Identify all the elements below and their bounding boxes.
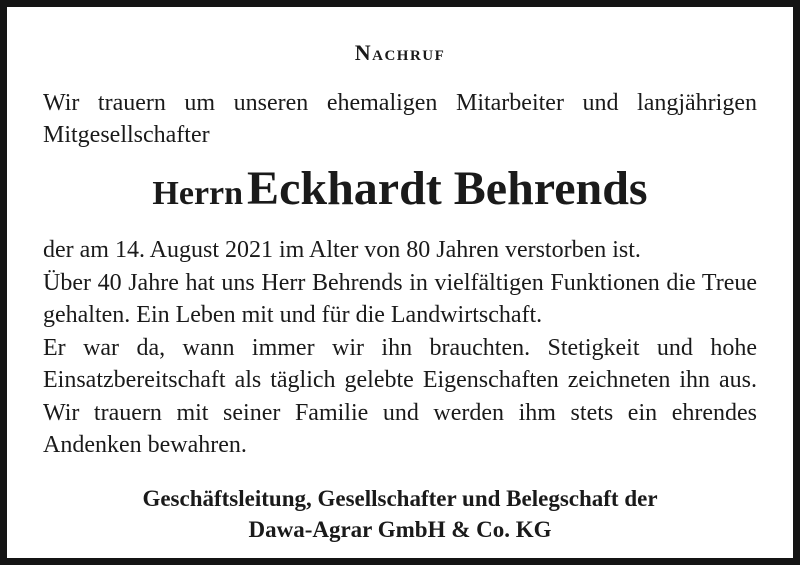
deceased-name-line — [7, 161, 793, 216]
signature-company: Dawa-Agrar GmbH & Co. KG — [248, 517, 552, 542]
signature-block — [7, 483, 793, 545]
deceased-name: Eckhardt Behrends — [247, 162, 648, 215]
salutation: Herrn — [152, 175, 244, 212]
intro-text: Wir trauern um unseren ehemaligen Mitarbeiter und langjährigen Mitgesellschafter — [43, 90, 757, 148]
body-paragraph-service: Über 40 Jahre hat uns Herr Behrends in vielfältigen Funktionen die Treue gehalten. Ein Leben mit und für die Landwirtschaft. — [43, 269, 757, 328]
signature-line-1: Geschäftsleitung, Gesellschafter und Belegschaft der — [142, 486, 658, 511]
body-paragraph-death: der am 14. August 2021 im Alter von 80 Jahren verstorben ist. — [43, 237, 641, 263]
obituary-heading: Nachruf — [354, 40, 446, 65]
body-paragraph-tribute: Er war da, wann immer wir ihn brauchten. Stetigkeit und hohe Einsatzbereitschaft als täglich gelebte Eigenschaften zeichneten ihn aus. Wir trauern mit seiner Familie und werden ihm stets ein ehrendes Andenken bewahren. — [43, 334, 757, 458]
obituary-body — [43, 234, 757, 462]
